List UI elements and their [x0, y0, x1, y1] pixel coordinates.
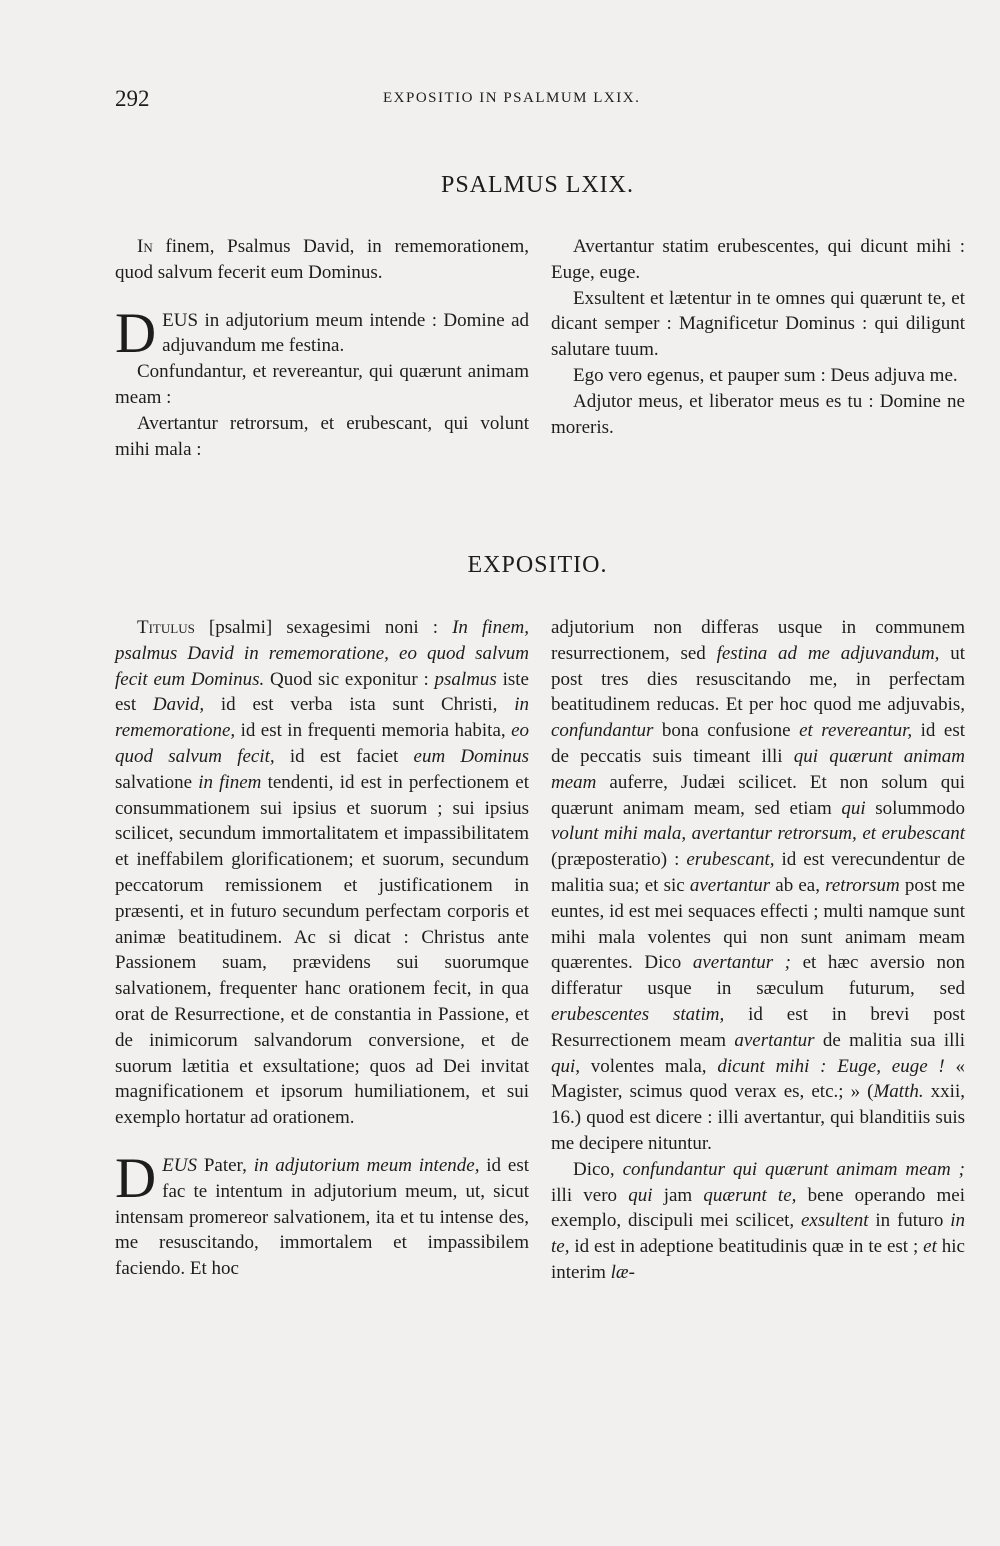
psalm-verse: Confundantur, et revereantur, qui quærunt animam meam : [115, 361, 529, 408]
psalm-verse: Exsultent et lætentur in te omnes qui quærunt te, et dicant semper : Magnificetur Dominus : qui diligunt salutare tuum. [551, 287, 965, 361]
psalm-superscription: In finem, Psalmus David, in rememorationem, quod salvum fecerit eum Dominus. [115, 236, 529, 283]
expositio-left-column [115, 615, 529, 1282]
psalm-verse: Ego vero egenus, et pauper sum : Deus adjuva me. [573, 364, 958, 386]
commentary-paragraph: Dico, confundantur qui quærunt animam meam ; illi vero qui jam quærunt te, bene operando mei exemplo, discipuli mei scilicet, exsultent in futuro in te, id est in adeptione beatitudinis quæ in te est ; et hic interim læ- [551, 1158, 966, 1283]
expositio-right-column [551, 615, 965, 1286]
commentary-paragraph: DEUS Pater, in adjutorium meum intende, id est fac te intentum in adjutorium meum, ut, sicut intensam promereor salvationem, ita et tu intense des, me resuscitando, immortalem et impassibilem faciendo. Et hoc [115, 1146, 529, 1280]
commentary-paragraph: adjutorium non differas usque in communem resurrectionem, sed festina ad me adjuvandum, ut post tres dies resuscitando me, in perfectam beatitudinem reducas. Et per hoc quod me adjuvabis, confundantur bona confusione et revereantur, id est de peccatis suis timeant illi qui quærunt animam meam auferre, Judæi scilicet. Et non solum qui quærunt animam meam, sed etiam qui solummodo volunt mihi mala, avertantur retrorsum, et erubescant (præposteratio) : erubescant, id est verecundentur de malitia sua; et sic avertantur ab ea, retrorsum post me euntes, id est mei sequaces effecti ; multi namque sunt mihi mala volentes qui non sunt animam meam quærentes. Dico avertantur ; et hæc aversio non differatur usque in sæculum futurum, sed erubescentes statim, id est in brevi post Resurrectionem meam avertantur de malitia sua illi qui, volentes mala, dicunt mihi : Euge, euge ! « Magister, scimus quod verax es, etc.; » (Matth. xxii, 16.) quod est dicere : illi avertantur, qui blanditiis suis me decipere nituntur. [551, 617, 966, 1154]
drop-cap: D [115, 301, 157, 365]
psalm-verse: Avertantur retrorsum, et erubescant, qui volunt mihi mala : [115, 412, 529, 460]
page-header [115, 80, 960, 120]
psalm-right-column [551, 234, 965, 440]
psalm-verse: Adjutor meus, et liberator meus es tu : Domine ne moreris. [551, 390, 965, 438]
page-content [115, 80, 966, 1283]
page-number: 292 [115, 86, 150, 111]
psalm-verse: DEUS in adjutorium meum intende : Domine ad adjuvandum me festina. [115, 301, 529, 365]
commentary-paragraph: Titulus [psalmi] sexagesimi noni : In finem, psalmus David in rememoratione, eo quod salvum fecit eum Dominus. Quod sic exponitur : psalmus iste est David, id est verba ista sunt Christi, in rememoratione, id est in frequenti memoria habita, eo quod salvum fecit, id est faciet eum Dominus salvatione in finem tendenti, id est in perfectionem et consummationem sui ipsius et suorum ; sui ipsius scilicet, secundum immortalitatem et impassibilitatem et ineffabilem glorificationem; et suorum, secundum peccatorum remissionem et justificationem in præsenti, et in futuro secundum perfectam corporis et animæ beatitudinem. Ac si dicat : Christus ante Passionem suam, prævidens sui suorumque salvationem, frequenter hanc orationem fecit, in qua orat de Resurrectione, et de constantia in Passione, et de inimicorum salvandorum conversione, et de suorum lætitia et exsultatione; quos ad Dei invitat magnificationem et ipsorum humiliationem, et sui exemplo hortatur ad orationem. [115, 617, 530, 1129]
psalm-left-column [115, 234, 529, 462]
psalm-title: PSALMUS LXIX. [440, 172, 635, 198]
expositio-title: EXPOSITIO. [467, 552, 608, 578]
running-title: EXPOSITIO IN PSALMUM LXIX. [383, 90, 641, 106]
psalm-verse: Avertantur statim erubescentes, qui dicunt mihi : Euge, euge. [551, 236, 965, 283]
drop-cap: D [115, 1146, 157, 1210]
